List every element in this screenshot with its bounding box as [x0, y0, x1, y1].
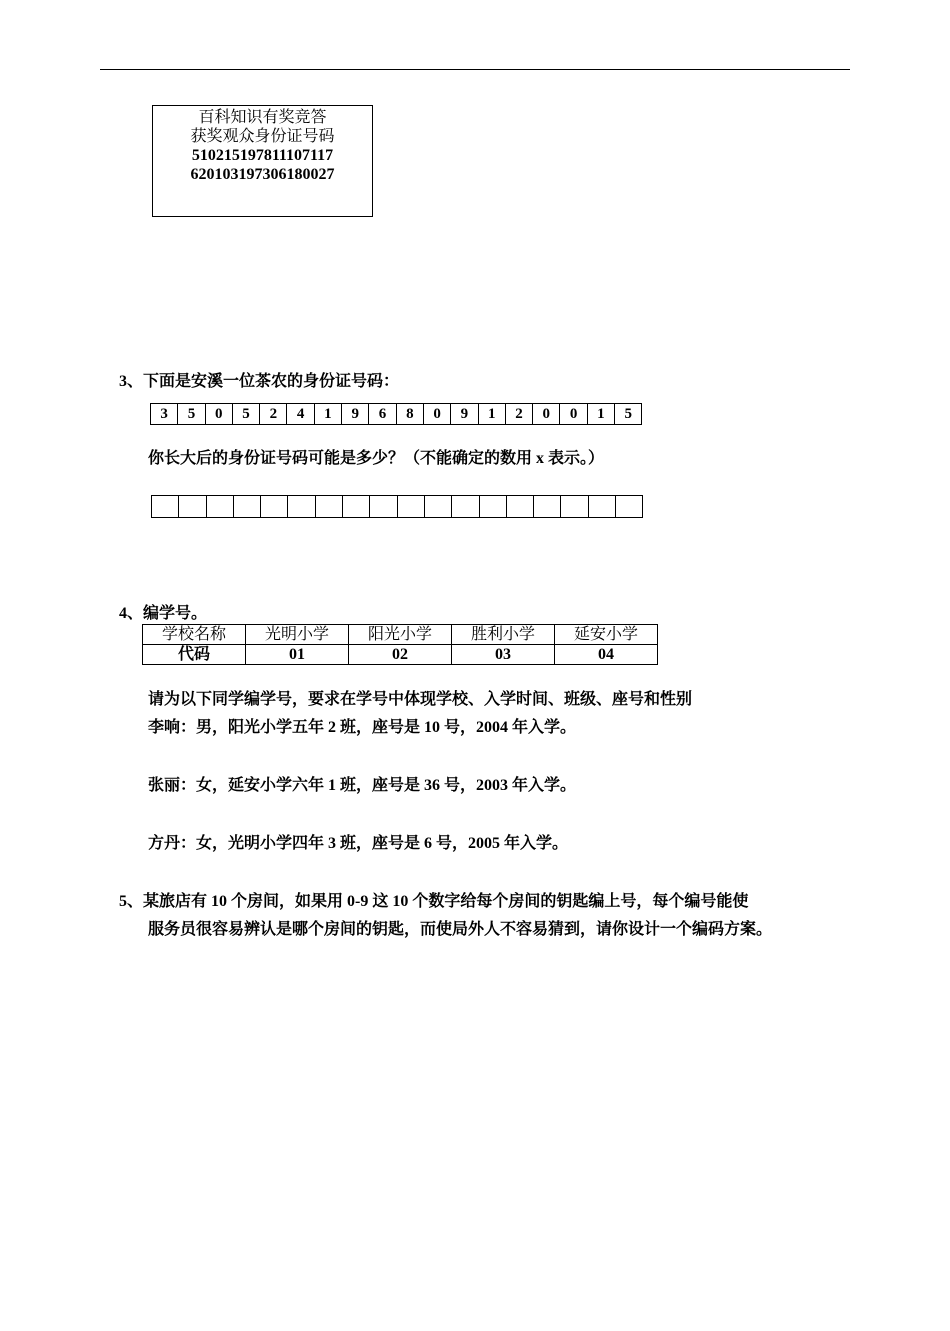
school-name-yangguang: 阳光小学	[349, 625, 452, 645]
answer-digit-cell[interactable]	[588, 496, 615, 518]
answer-digit-cell[interactable]	[397, 496, 424, 518]
school-name-yanan: 延安小学	[555, 625, 658, 645]
tea-farmer-id-grid	[150, 403, 642, 425]
id-digit-cell: 9	[451, 404, 478, 425]
code-yangguang: 02	[349, 645, 452, 665]
code-yanan: 04	[555, 645, 658, 665]
student-zhang-li: 张丽：女，延安小学六年 1 班，座号是 36 号，2003 年入学。	[148, 777, 577, 794]
answer-digit-cell[interactable]	[206, 496, 233, 518]
id-digit-cell: 8	[396, 404, 423, 425]
id-digit-cell: 2	[260, 404, 287, 425]
answer-digit-cell[interactable]	[288, 496, 315, 518]
school-name-shengli: 胜利小学	[452, 625, 555, 645]
answer-digit-cell[interactable]	[370, 496, 397, 518]
id-digit-cell: 4	[287, 404, 314, 425]
id-digit-cell: 9	[342, 404, 369, 425]
id-digit-cell: 3	[151, 404, 178, 425]
answer-id-grid	[151, 495, 643, 518]
answer-digit-cell[interactable]	[261, 496, 288, 518]
notice-id-number-2: 620103197306180027	[190, 166, 335, 183]
notice-id-number-1: 510215197811107117	[191, 147, 334, 164]
student-li-xiang: 李响：男，阳光小学五年 2 班，座号是 10 号，2004 年入学。	[148, 719, 577, 736]
id-digit-cell: 1	[587, 404, 614, 425]
id-digit-cell: 0	[560, 404, 587, 425]
id-digit-cell: 6	[369, 404, 396, 425]
code-shengli: 03	[452, 645, 555, 665]
student-fang-dan: 方丹：女，光明小学四年 3 班，座号是 6 号，2005 年入学。	[148, 835, 569, 852]
id-digit-cell: 0	[533, 404, 560, 425]
school-name-guangming: 光明小学	[246, 625, 349, 645]
header-rule	[100, 69, 850, 70]
answer-digit-cell[interactable]	[534, 496, 561, 518]
answer-digit-cell[interactable]	[343, 496, 370, 518]
question-4-title: 4、编学号。	[119, 605, 208, 622]
code-row-label: 代码	[143, 645, 246, 665]
question-3-prompt: 3、下面是安溪一位茶农的身份证号码：	[119, 373, 400, 390]
id-digit-cell: 2	[505, 404, 532, 425]
id-digit-cell: 0	[205, 404, 232, 425]
answer-digit-cell[interactable]	[233, 496, 260, 518]
code-guangming: 01	[246, 645, 349, 665]
id-digit-cell: 5	[232, 404, 259, 425]
notice-title-line1: 百科知识有奖竞答	[198, 109, 327, 126]
id-digit-cell: 0	[423, 404, 450, 425]
prize-notice-box	[152, 105, 373, 217]
question-4-instruction: 请为以下同学编学号，要求在学号中体现学校、入学时间、班级、座号和性别	[148, 691, 693, 708]
answer-digit-cell[interactable]	[479, 496, 506, 518]
question-3-question: 你长大后的身份证号码可能是多少？（不能确定的数用 x 表示。）	[148, 450, 605, 467]
question-5-line1: 5、某旅店有 10 个房间，如果用 0-9 这 10 个数字给每个房间的钥匙编上号，每个编号能使	[119, 893, 749, 910]
answer-digit-cell[interactable]	[152, 496, 179, 518]
answer-digit-cell[interactable]	[616, 496, 643, 518]
id-digit-cell: 5	[615, 404, 642, 425]
answer-digit-cell[interactable]	[424, 496, 451, 518]
id-digit-cell: 5	[178, 404, 205, 425]
school-header-label: 学校名称	[143, 625, 246, 645]
id-digit-cell: 1	[478, 404, 505, 425]
id-digit-cell: 1	[314, 404, 341, 425]
school-code-table	[142, 624, 658, 665]
question-5-line2: 服务员很容易辨认是哪个房间的钥匙，而使局外人不容易猜到，请你设计一个编码方案。	[148, 921, 773, 938]
answer-digit-cell[interactable]	[179, 496, 206, 518]
answer-digit-cell[interactable]	[506, 496, 533, 518]
answer-digit-cell[interactable]	[452, 496, 479, 518]
answer-digit-cell[interactable]	[561, 496, 588, 518]
notice-title-line2: 获奖观众身份证号码	[190, 128, 335, 145]
answer-digit-cell[interactable]	[315, 496, 342, 518]
